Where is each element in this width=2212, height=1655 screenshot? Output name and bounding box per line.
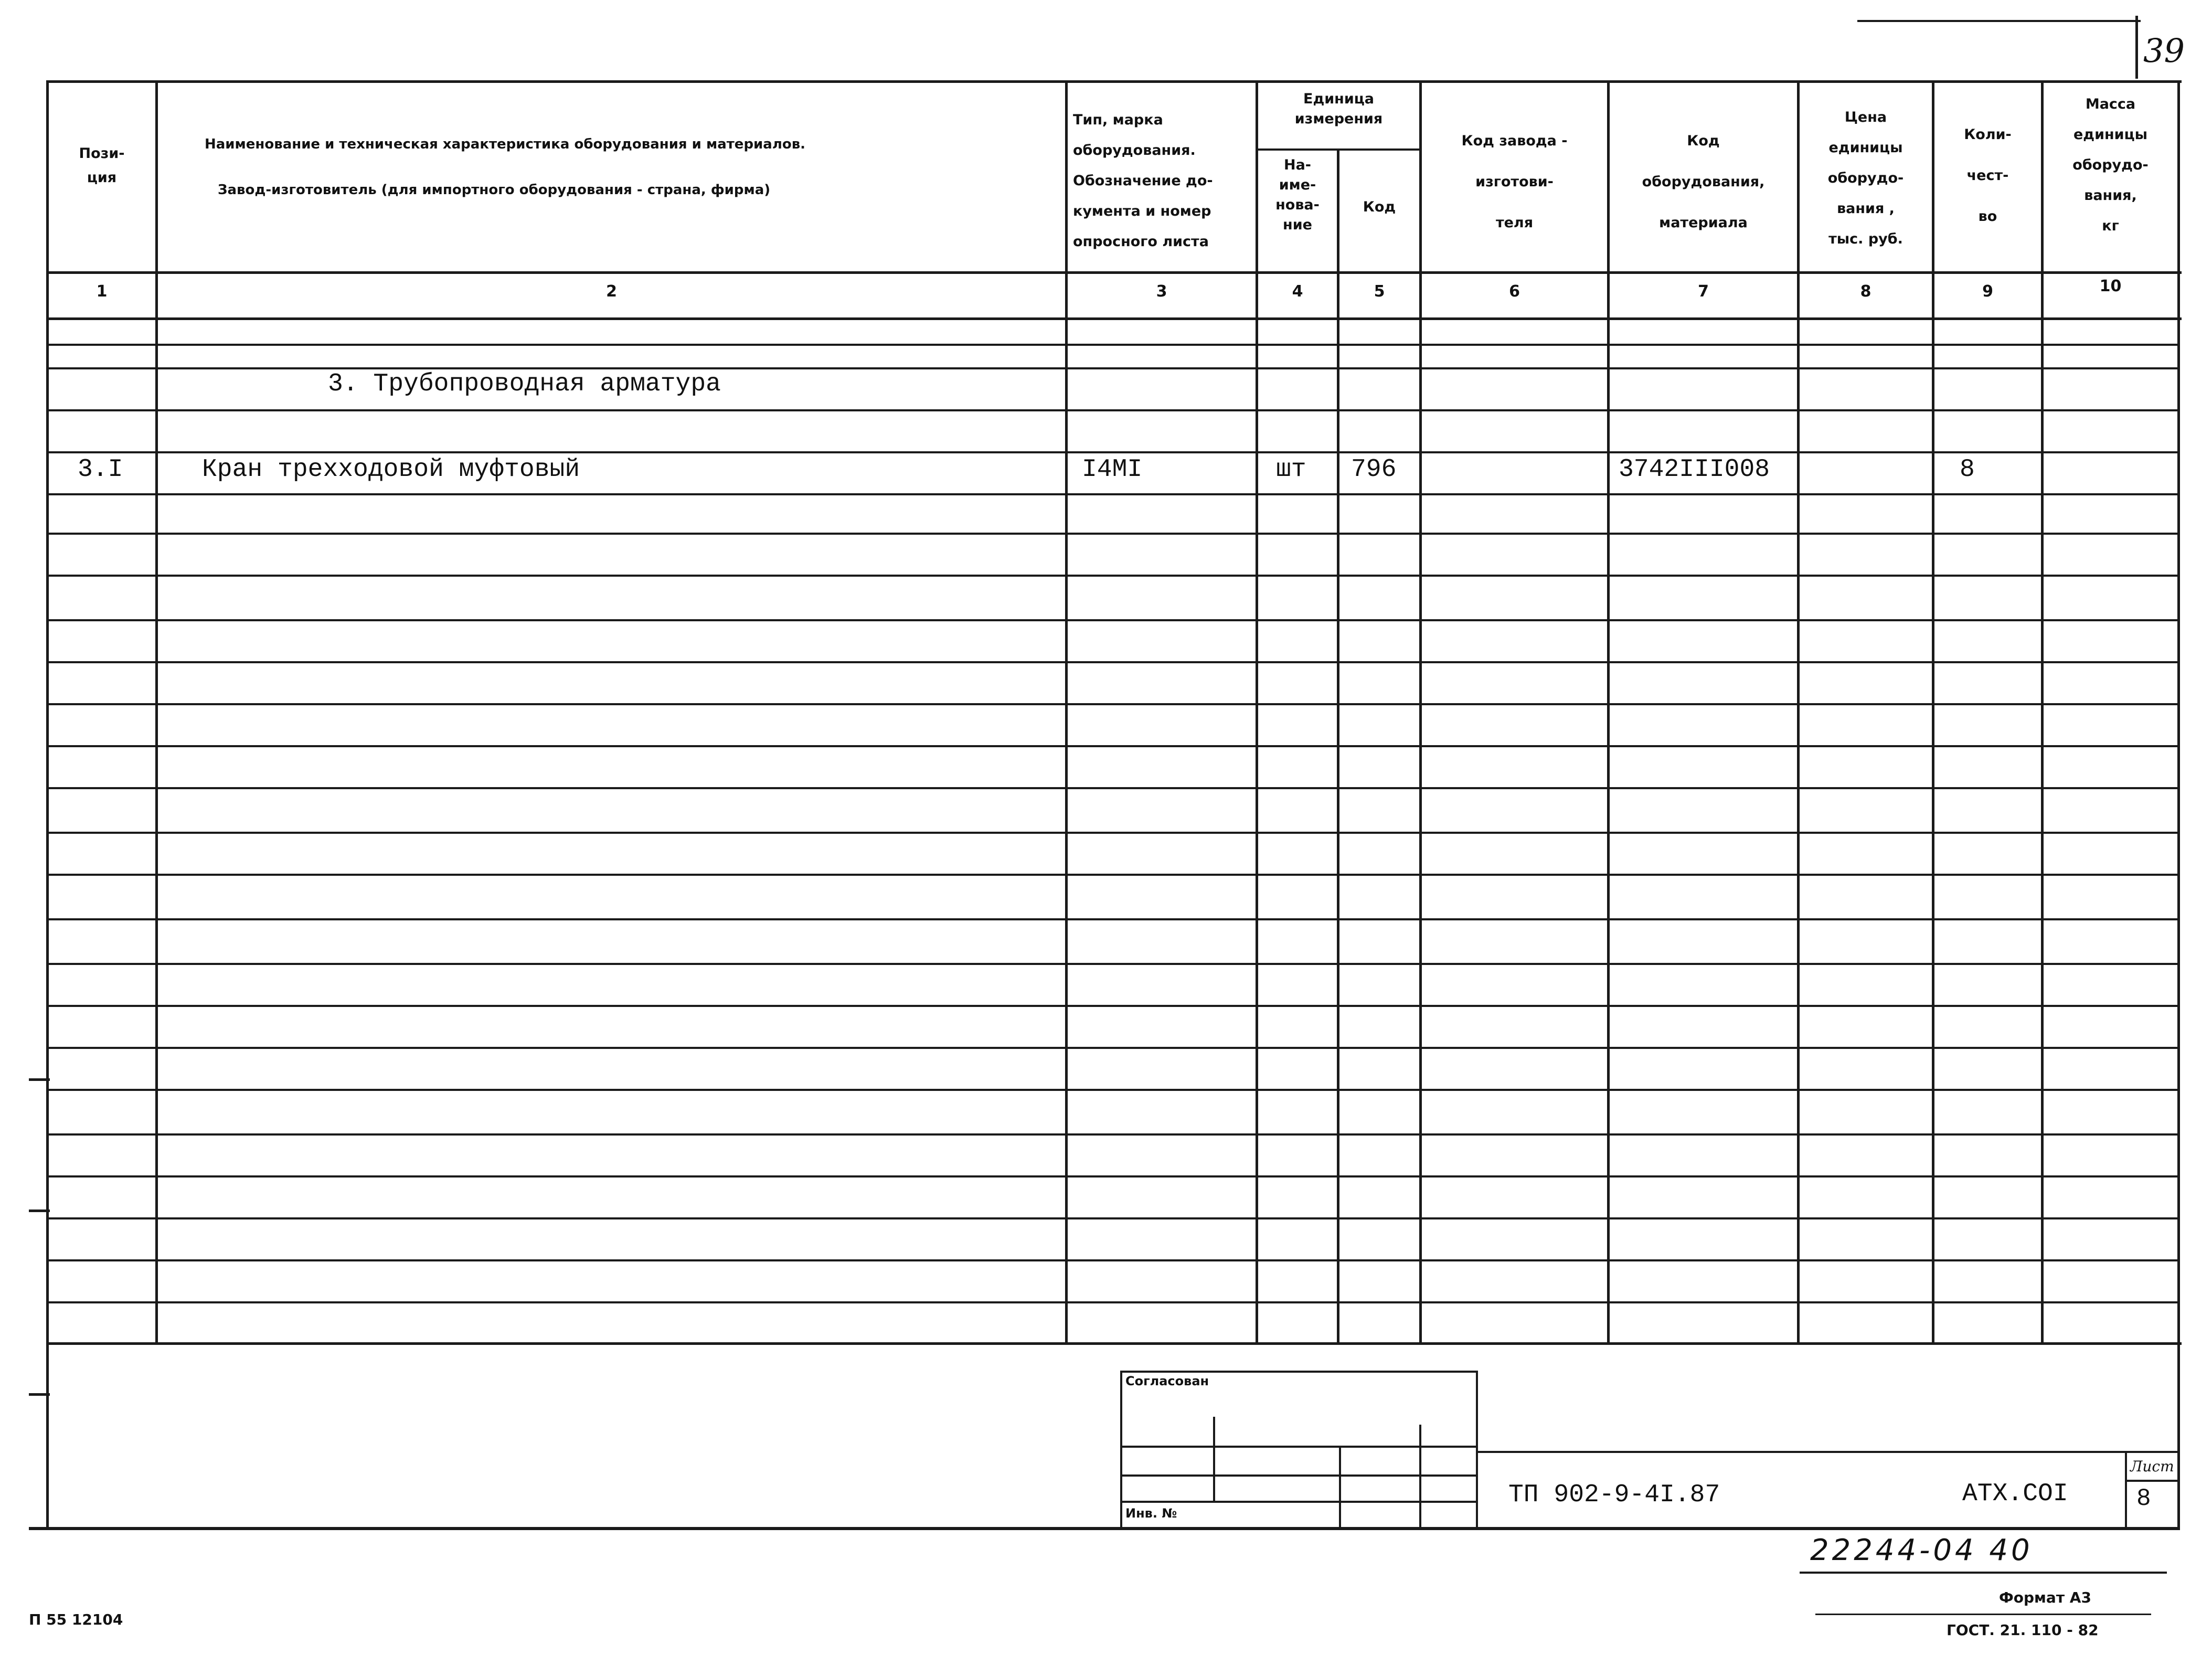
stamp-row-3 (1120, 1501, 1478, 1503)
table-row-line (49, 963, 2179, 965)
stamp-col-2 (1339, 1446, 1341, 1527)
stamp-top (1120, 1371, 1478, 1373)
col-line-1 (155, 80, 158, 1345)
table-row-line (49, 1089, 2179, 1091)
table-row-line (49, 832, 2179, 834)
header-position: Пози- ция (79, 145, 125, 186)
margin-tick-1 (29, 1078, 50, 1081)
project-code: ТП 902-9-4I.87 (1508, 1481, 1720, 1509)
row-equipment-code: 3742III008 (1619, 455, 1770, 484)
colnum-9: 9 (1982, 282, 1993, 301)
table-row-line (49, 918, 2179, 920)
margin-tick-3 (29, 1393, 50, 1396)
colnum-10: 10 (2099, 277, 2122, 295)
col-line-3 (1256, 80, 1258, 1345)
col-line-6 (1607, 80, 1610, 1345)
row-unit-name: шт (1276, 455, 1306, 484)
colnum-8: 8 (1860, 282, 1871, 301)
header-mass: Масса единицы оборудо- вания, кг (2072, 96, 2149, 234)
table-row-line (49, 1005, 2179, 1007)
table-row-line (49, 1301, 2179, 1303)
row-type: I4MI (1082, 455, 1143, 484)
header-unit: Единица измерения (1294, 91, 1383, 127)
table-row-line (49, 451, 2179, 453)
colnum-4: 4 (1292, 282, 1303, 301)
handwritten-number: 22244-04 40 (1810, 1533, 2033, 1567)
table-bottom-border (46, 1342, 2182, 1345)
table-row-line (49, 703, 2179, 705)
col-line-7 (1797, 80, 1800, 1345)
title-block-top (1478, 1451, 2180, 1453)
colnum-2: 2 (606, 282, 617, 301)
stamp-left (1120, 1371, 1122, 1528)
header-manufacturer-code: Код завода - изготови- теля (1461, 133, 1568, 231)
frame-right-border (2177, 80, 2180, 1529)
stamp-right (1476, 1371, 1478, 1528)
section-title: 3. Трубопроводная арматура (328, 370, 721, 398)
header-type: Тип, марка оборудования. Обозначение до- кумента и номер опросного листа (1073, 112, 1213, 250)
colnum-7: 7 (1698, 282, 1709, 301)
gost-label: ГОСТ. 21. 110 - 82 (1947, 1621, 2099, 1639)
table-row-line (49, 745, 2179, 747)
stamp-col-1 (1213, 1417, 1215, 1501)
sheet-bottom-border (29, 1527, 2180, 1530)
table-row-line (49, 619, 2179, 621)
stamp-row-1 (1120, 1446, 1478, 1448)
table-row-line (49, 493, 2179, 495)
table-top-border (46, 80, 2182, 83)
table-row-line (49, 1259, 2179, 1261)
page-box-divider (2135, 16, 2138, 79)
sheet-box-left (2125, 1451, 2127, 1530)
col-line-9 (2041, 80, 2044, 1345)
row-quantity: 8 (1960, 455, 1975, 484)
row-position: 3.I (78, 455, 123, 484)
colnum-6: 6 (1509, 282, 1520, 301)
header-unit-code: Код (1363, 199, 1396, 215)
table-row-line (49, 1047, 2179, 1049)
col-line-4 (1337, 150, 1339, 1345)
header-bottom-border (46, 271, 2182, 274)
format-label: Формат А3 (1999, 1589, 2091, 1606)
col-line-5 (1419, 80, 1422, 1345)
sheet-number: 8 (2136, 1485, 2151, 1512)
table-row-line (49, 1217, 2179, 1219)
colnum-1: 1 (96, 282, 108, 301)
page-number: 39 (2143, 31, 2185, 70)
table-row-line (49, 1175, 2179, 1177)
stamp-col-3 (1419, 1425, 1421, 1527)
stamp-agreed-label: Согласован (1125, 1374, 1209, 1388)
row-unit-code: 796 (1351, 455, 1397, 484)
table-row-line (49, 409, 2179, 411)
col-line-8 (1932, 80, 1934, 1345)
table-row-line (49, 344, 2179, 346)
format-underline (1815, 1614, 2151, 1615)
colnum-bottom-border (46, 317, 2182, 320)
colnum-3: 3 (1156, 282, 1167, 301)
table-row-line (49, 874, 2179, 876)
table-row-line (49, 367, 2179, 369)
col-line-2 (1065, 80, 1068, 1345)
handwritten-underline (1800, 1572, 2167, 1574)
bottom-left-mark: П 55 12104 (29, 1611, 123, 1628)
header-quantity: Коли- чест- во (1964, 126, 2012, 225)
stamp-row-2 (1120, 1474, 1478, 1477)
table-row-line (49, 533, 2179, 535)
header-name-line2: Завод-изготовитель (для импортного оборудования - страна, фирма) (218, 182, 771, 198)
margin-tick-2 (29, 1210, 50, 1212)
doc-code: АТХ.СОI (1962, 1480, 2068, 1508)
header-equipment-code: Код оборудования, материала (1642, 133, 1765, 231)
colnum-5: 5 (1374, 282, 1385, 301)
table-row-line (49, 787, 2179, 789)
header-name-line1: Наименование и техническая характеристика оборудования и материалов. (205, 136, 806, 152)
table-row-line (49, 575, 2179, 577)
header-unit-name: На- име- нова- ние (1275, 157, 1320, 233)
table-row-line (49, 661, 2179, 663)
top-rule (1857, 20, 2141, 22)
header-price: Цена единицы оборудо- вания , тыс. руб. (1827, 109, 1904, 247)
sheet-label: Лист (2130, 1458, 2174, 1475)
stamp-inv-label: Инв. № (1125, 1506, 1177, 1521)
row-name: Кран трехходовой муфтовый (202, 455, 580, 484)
table-row-line (49, 1133, 2179, 1136)
unit-subheader-line (1256, 148, 1419, 151)
sheet-box-divider (2125, 1480, 2180, 1482)
